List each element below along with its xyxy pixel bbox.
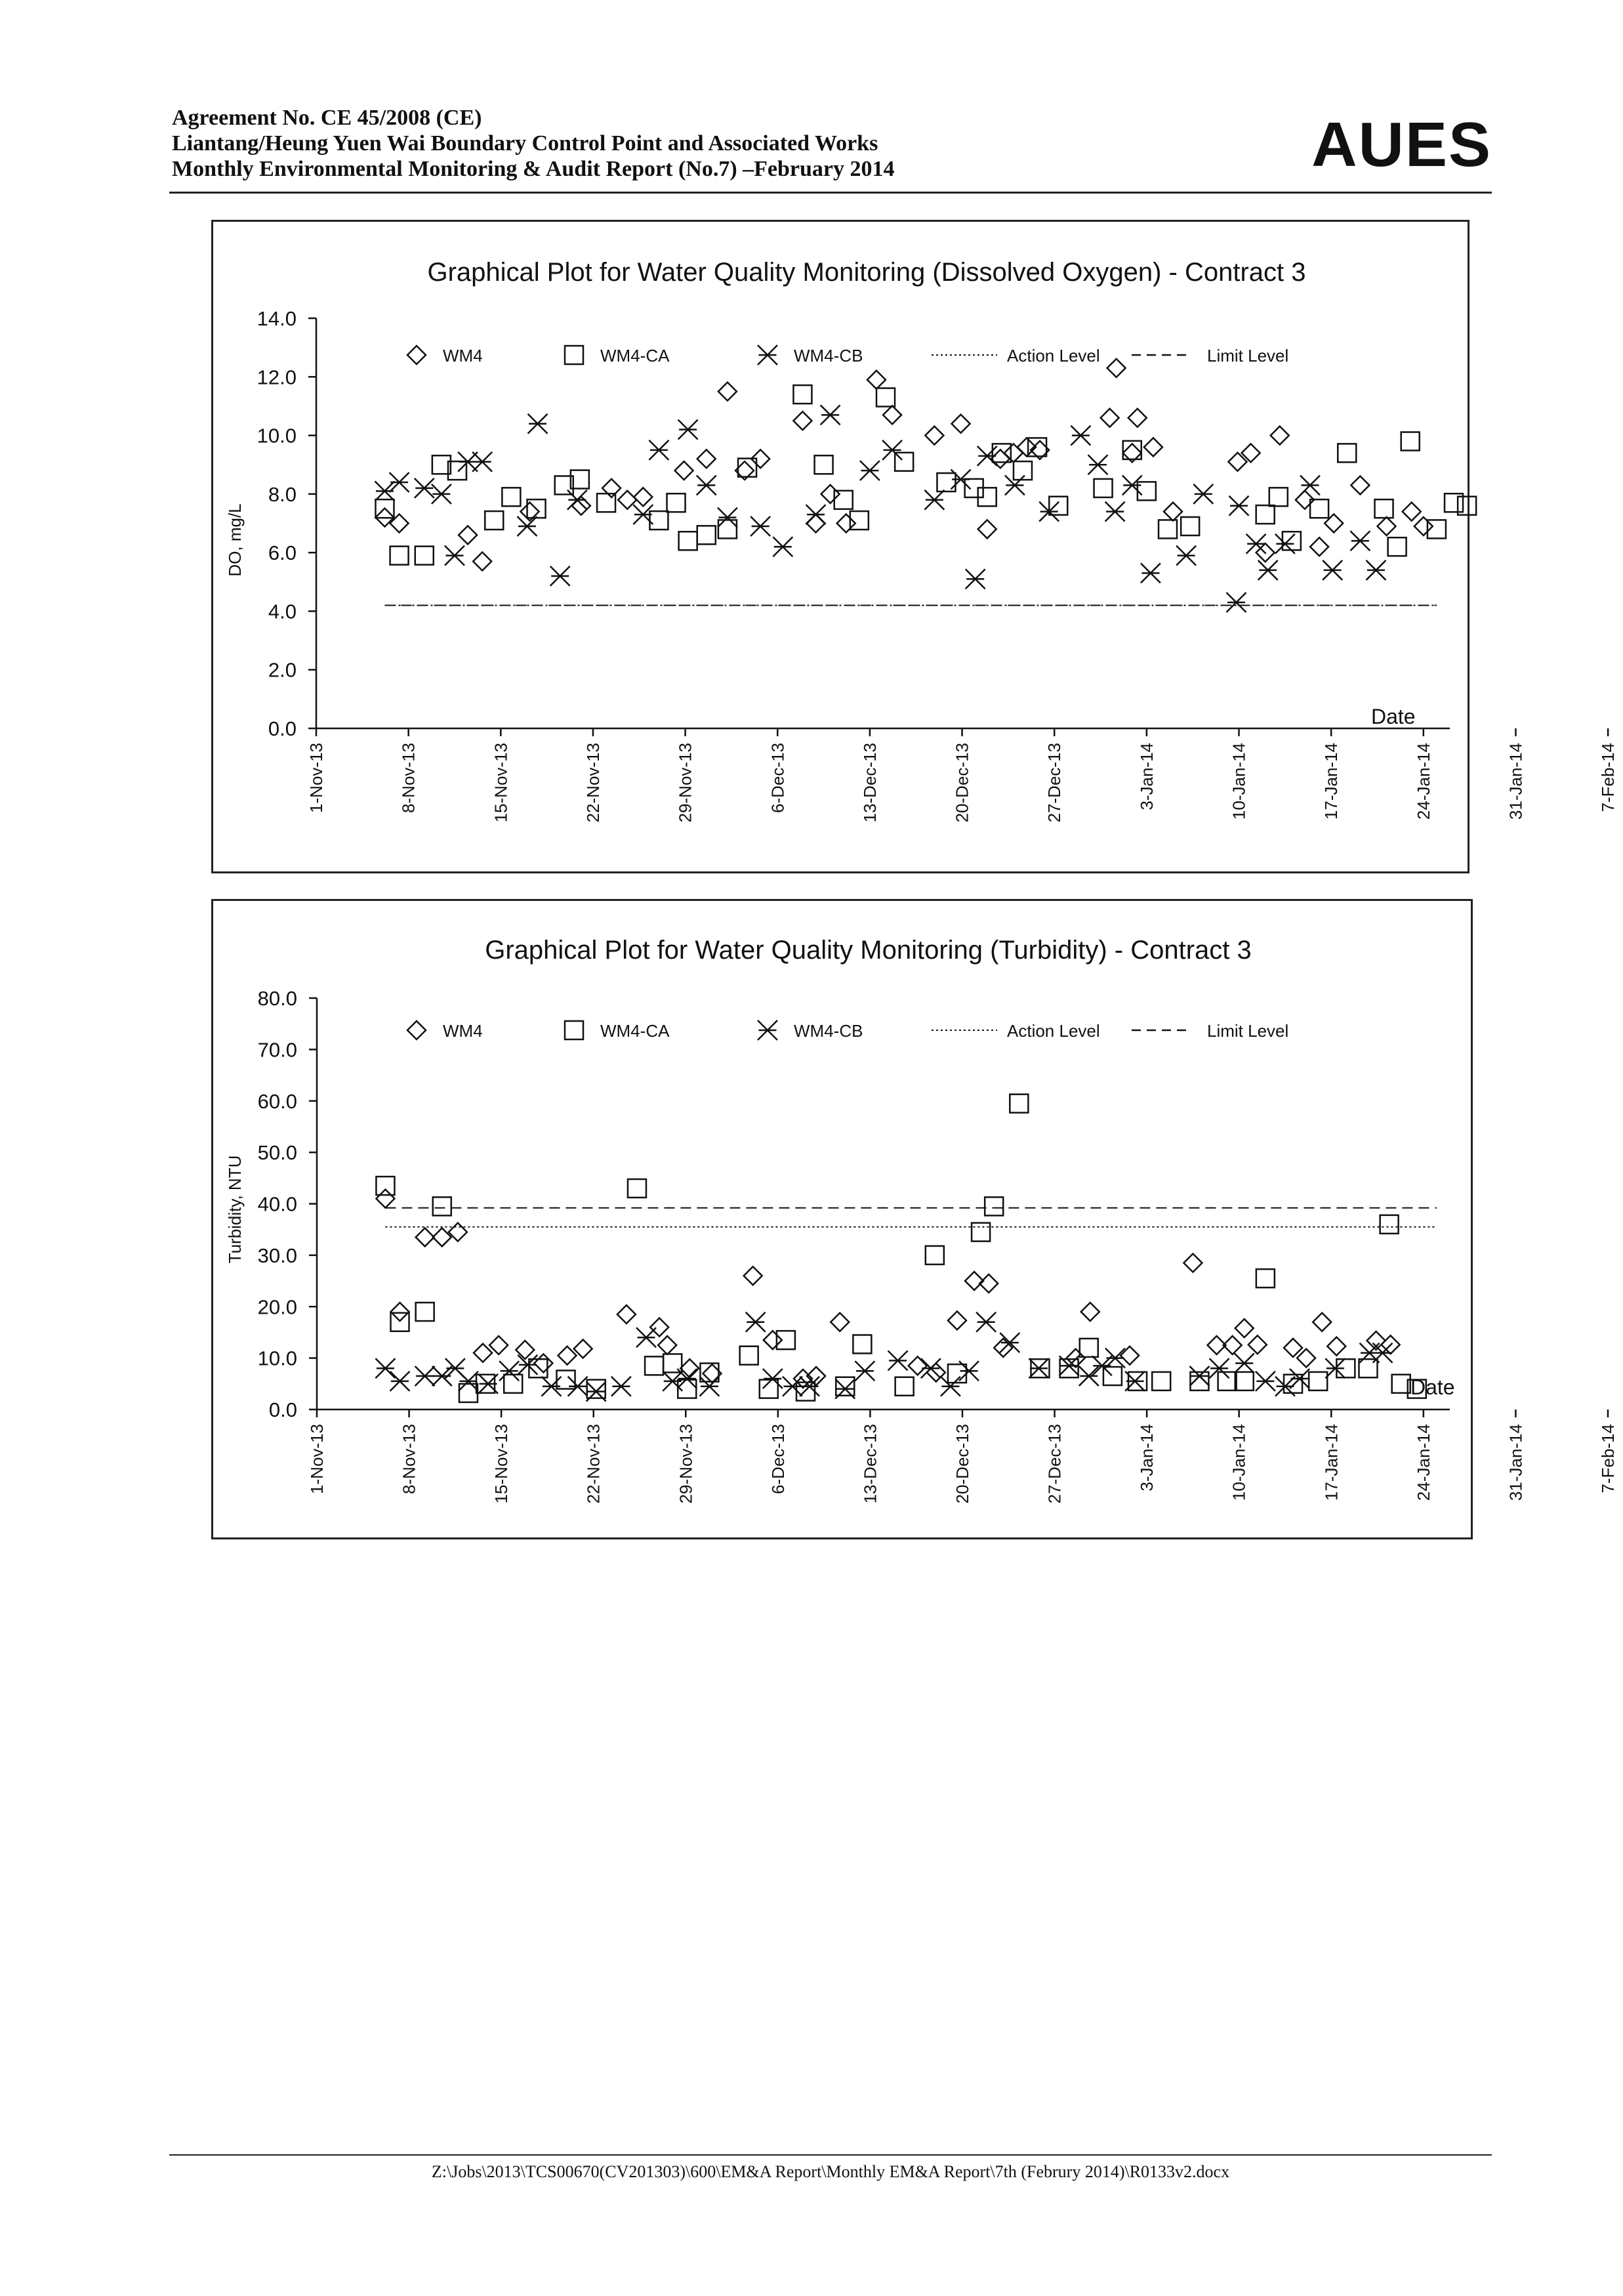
turbidity-wm4-cb-point	[459, 1371, 478, 1391]
turbidity-wm4-cb-point	[541, 1377, 561, 1396]
turbidity-wm4-point	[1183, 1254, 1202, 1272]
turbidity-y-tick-label: 50.0	[257, 1141, 297, 1165]
do-wm4-point	[952, 415, 970, 433]
do-legend-label: WM4	[443, 346, 483, 365]
do-wm4-point	[1310, 537, 1328, 556]
do-x-tick-label: 20-Dec-13	[952, 743, 972, 823]
do-wm4-point	[602, 479, 621, 497]
turbidity-legend-label: WM4-CB	[794, 1021, 863, 1041]
turbidity-legend-wm4-cb-icon	[758, 1020, 777, 1040]
turbidity-wm4-point	[744, 1266, 762, 1285]
do-wm4-ca-point	[937, 473, 955, 491]
do-wm4-point	[1378, 517, 1396, 535]
turbidity-wm4-ca-point	[416, 1303, 434, 1321]
report-heading	[172, 105, 895, 182]
turbidity-legend-label: Limit Level	[1207, 1021, 1289, 1041]
project-title: Liantang/Heung Yuen Wai Boundary Control Point and Associated Works	[172, 131, 878, 156]
turbidity-wm4-ca-point	[1190, 1372, 1208, 1390]
turbidity-y-tick-label: 0.0	[268, 1398, 297, 1421]
agreement-number: Agreement No. CE 45/2008 (CE)	[172, 106, 482, 130]
do-wm4-point	[1325, 514, 1343, 533]
do-wm4-cb-point	[1226, 593, 1246, 612]
turbidity-wm4-cb-point	[959, 1361, 979, 1381]
turbidity-x-axis-label: Date	[1410, 1375, 1455, 1399]
aues-logo	[1311, 109, 1492, 181]
file-path-footer: Z:\Jobs\2013\TCS00670(CV201303)\600\EM&A Report\Monthly EM&A Report\7th (Februry 2014)\R0133v2.docx	[169, 2154, 1492, 2182]
turbidity-wm4-point	[376, 1190, 394, 1208]
do-x-tick-label: 3-Jan-14	[1136, 743, 1157, 810]
do-legend-label: WM4-CA	[600, 346, 670, 365]
turbidity-wm4-cb-point	[677, 1369, 697, 1388]
turbidity-wm4-ca-point	[1256, 1269, 1275, 1287]
turbidity-wm4-point	[1248, 1335, 1267, 1354]
do-y-axis-label: DO, mg/L	[225, 503, 245, 577]
turbidity-legend-wm4-ca-icon	[565, 1021, 583, 1039]
turbidity-wm4-ca-point	[985, 1197, 1003, 1215]
do-wm4-cb-point	[1193, 484, 1213, 504]
turbidity-wm4-ca-point	[1235, 1372, 1254, 1390]
turbidity-wm4-cb-point	[375, 1358, 395, 1378]
do-wm4-cb-point	[432, 484, 451, 504]
do-x-tick-label: 10-Jan-14	[1229, 743, 1249, 820]
turbidity-chart	[211, 899, 1618, 1539]
turbidity-wm4-point	[449, 1223, 467, 1242]
do-chart-title: Graphical Plot for Water Quality Monitoring (Dissolved Oxygen) - Contract 3	[427, 258, 1306, 287]
turbidity-wm4-point	[909, 1356, 927, 1375]
do-wm4-point	[1144, 438, 1162, 456]
do-wm4-point	[1351, 476, 1369, 494]
do-x-tick-label: 22-Nov-13	[583, 743, 603, 823]
do-wm4-cb-point	[1105, 502, 1125, 522]
do-wm4-point	[883, 406, 901, 424]
turbidity-y-tick-label: 60.0	[257, 1089, 297, 1113]
do-x-tick-label: 27-Dec-13	[1044, 743, 1065, 823]
do-wm4-cb-point	[750, 516, 770, 536]
turbidity-wm4-cb-point	[499, 1361, 519, 1381]
turbidity-series-wm4	[376, 1190, 1399, 1388]
do-wm4-cb-point	[445, 546, 464, 566]
turbidity-wm4-ca-point	[1218, 1372, 1237, 1390]
do-x-tick-label: 15-Nov-13	[491, 743, 511, 823]
do-wm4-point	[1128, 409, 1147, 427]
do-wm4-cb-point	[1258, 560, 1278, 580]
do-x-tick-label: 7-Feb-14	[1598, 743, 1618, 812]
turbidity-wm4-cb-point	[663, 1371, 682, 1391]
do-wm4-cb-point	[806, 505, 826, 524]
do-wm4-ca-point	[834, 491, 853, 509]
turbidity-x-tick-label: 20-Dec-13	[952, 1424, 972, 1504]
do-wm4-ca-point	[1256, 505, 1275, 524]
do-wm4-cb-point	[860, 461, 880, 480]
turbidity-wm4-point	[965, 1272, 983, 1290]
do-wm4-cb-point	[773, 537, 792, 556]
do-series-wm4-ca	[375, 385, 1476, 565]
turbidity-x-tick-label: 27-Dec-13	[1044, 1424, 1065, 1504]
turbidity-y-tick-label: 80.0	[257, 987, 297, 1010]
do-y-tick-label: 8.0	[268, 482, 297, 506]
do-wm4-point	[991, 449, 1010, 468]
turbidity-wm4-point	[831, 1313, 849, 1331]
do-wm4-cb-point	[1071, 426, 1090, 446]
turbidity-wm4-cb-point	[1092, 1356, 1112, 1375]
do-wm4-point	[978, 520, 996, 538]
do-wm4-cb-point	[1005, 475, 1025, 495]
do-wm4-cb-point	[390, 472, 409, 492]
do-wm4-point	[697, 449, 716, 468]
do-wm4-point	[473, 553, 491, 571]
turbidity-wm4-ca-point	[972, 1223, 990, 1242]
do-legend-label: WM4-CB	[794, 346, 863, 365]
turbidity-legend-label: Action Level	[1007, 1021, 1100, 1041]
do-wm4-cb-point	[821, 405, 840, 425]
turbidity-wm4-cb-point	[746, 1312, 766, 1332]
do-wm4-cb-point	[1088, 455, 1108, 474]
turbidity-x-tick-label: 3-Jan-14	[1137, 1424, 1157, 1492]
turbidity-wm4-cb-point	[855, 1361, 874, 1381]
turbidity-wm4-cb-point	[478, 1374, 498, 1394]
turbidity-wm4-ca-point	[836, 1377, 854, 1396]
turbidity-wm4-cb-point	[1290, 1369, 1309, 1388]
do-wm4-cb-point	[415, 478, 434, 498]
turbidity-wm4-ca-point	[1380, 1215, 1399, 1234]
do-wm4-cb-point	[1366, 560, 1386, 580]
turbidity-wm4-cb-point	[415, 1366, 435, 1386]
turbidity-legend	[407, 1020, 1288, 1041]
turbidity-x-tick-label: 10-Jan-14	[1229, 1424, 1249, 1501]
turbidity-wm4-point	[489, 1336, 508, 1354]
do-wm4-ca-point	[390, 547, 409, 565]
turbidity-wm4-ca-point	[587, 1380, 606, 1398]
do-wm4-cb-point	[1176, 546, 1196, 566]
turbidity-wm4-point	[617, 1305, 636, 1324]
do-wm4-cb-point	[567, 490, 587, 510]
do-legend-label: Limit Level	[1207, 346, 1289, 365]
turbidity-wm4-cb-point	[783, 1377, 802, 1396]
do-wm4-cb-point	[1323, 560, 1342, 580]
do-wm4-ca-point	[1388, 537, 1407, 556]
do-wm4-ca-point	[1401, 432, 1420, 451]
do-wm4-point	[821, 485, 840, 503]
turbidity-wm4-point	[474, 1344, 492, 1362]
turbidity-wm4-cb-point	[1235, 1353, 1254, 1373]
turbidity-wm4-ca-point	[740, 1346, 758, 1365]
do-wm4-ca-point	[815, 455, 833, 474]
turbidity-wm4-ca-point	[853, 1335, 871, 1353]
turbidity-wm4-ca-point	[1309, 1372, 1327, 1390]
turbidity-wm4-cb-point	[941, 1377, 960, 1396]
turbidity-wm4-cb-point	[976, 1312, 996, 1332]
do-wm4-point	[618, 491, 636, 509]
do-wm4-point	[925, 427, 943, 445]
do-legend	[407, 345, 1288, 365]
turbidity-wm4-cb-point	[1210, 1358, 1229, 1378]
do-wm4-cb-point	[649, 440, 668, 460]
turbidity-wm4-point	[1297, 1349, 1315, 1367]
turbidity-wm4-cb-point	[1256, 1371, 1275, 1391]
report-title: Monthly Environmental Monitoring & Audit Report (No.7) –February 2014	[172, 157, 895, 181]
do-wm4-ca-point	[667, 493, 686, 512]
do-wm4-cb-point	[924, 490, 944, 510]
turbidity-chart-title: Graphical Plot for Water Quality Monitoring (Turbidity) - Contract 3	[485, 936, 1252, 965]
do-legend-label: Action Level	[1007, 346, 1100, 365]
turbidity-x-tick-label: 31-Jan-14	[1506, 1424, 1526, 1501]
do-wm4-cb-point	[1246, 534, 1266, 554]
turbidity-wm4-point	[948, 1311, 966, 1329]
do-wm4-point	[1101, 409, 1119, 427]
do-y-tick-label: 10.0	[257, 424, 297, 448]
turbidity-wm4-ca-point	[504, 1375, 522, 1393]
do-wm4-cb-point	[697, 475, 716, 495]
do-wm4-cb-point	[951, 470, 971, 490]
do-wm4-ca-point	[1181, 517, 1199, 535]
do-x-axis-label: Date	[1371, 705, 1416, 728]
turbidity-wm4-ca-point	[777, 1331, 795, 1349]
turbidity-wm4-cb-point	[518, 1355, 537, 1375]
turbidity-wm4-ca-point	[645, 1356, 663, 1375]
turbidity-wm4-cb-point	[636, 1327, 656, 1347]
turbidity-wm4-cb-point	[1325, 1358, 1345, 1378]
turbidity-wm4-ca-point	[1080, 1339, 1098, 1357]
do-series-wm4	[375, 359, 1432, 571]
do-legend-wm4-cb-icon	[758, 345, 777, 365]
turbidity-x-tick-label: 29-Nov-13	[676, 1424, 696, 1504]
do-wm4-cb-point	[1300, 475, 1320, 495]
do-wm4-point	[718, 383, 737, 401]
do-x-tick-label: 13-Dec-13	[859, 743, 880, 823]
do-wm4-ca-point	[415, 547, 434, 565]
do-wm4-cb-point	[718, 508, 737, 528]
turbidity-wm4-ca-point	[433, 1197, 451, 1215]
do-wm4-cb-point	[528, 414, 548, 434]
do-wm4-ca-point	[1094, 479, 1113, 497]
turbidity-wm4-cb-point	[763, 1369, 783, 1388]
do-chart-svg	[213, 222, 1618, 871]
turbidity-x-tick-label: 6-Dec-13	[768, 1424, 788, 1494]
do-wm4-point	[793, 411, 812, 430]
turbidity-x-tick-label: 13-Dec-13	[860, 1424, 880, 1504]
turbidity-wm4-cb-point	[1029, 1358, 1048, 1378]
do-wm4-ca-point	[1283, 532, 1301, 550]
do-x-tick-label: 29-Nov-13	[675, 743, 695, 823]
turbidity-wm4-point	[1313, 1313, 1331, 1331]
turbidity-legend-label: WM4-CA	[600, 1021, 670, 1041]
do-wm4-cb-point	[1141, 563, 1161, 583]
turbidity-wm4-ca-point	[1010, 1095, 1028, 1113]
page-header	[169, 105, 1492, 194]
do-wm4-point	[634, 488, 652, 506]
do-x-tick-label: 17-Jan-14	[1321, 743, 1342, 820]
turbidity-wm4-ca-point	[895, 1377, 914, 1396]
turbidity-chart-svg	[213, 901, 1618, 1537]
do-wm4-ca-point	[876, 388, 895, 407]
turbidity-wm4-point	[650, 1318, 668, 1337]
do-y-tick-label: 6.0	[268, 541, 297, 565]
do-wm4-point	[459, 526, 477, 544]
do-wm4-ca-point	[1375, 499, 1393, 518]
turbidity-wm4-point	[764, 1331, 782, 1349]
do-chart	[211, 220, 1618, 873]
turbidity-wm4-cb-point	[1189, 1366, 1209, 1386]
turbidity-wm4-point	[534, 1354, 552, 1372]
turbidity-wm4-point	[1081, 1303, 1099, 1321]
turbidity-wm4-point	[1235, 1319, 1254, 1337]
turbidity-wm4-point	[1284, 1339, 1302, 1357]
turbidity-wm4-ca-point	[628, 1179, 646, 1198]
turbidity-x-tick-label: 15-Nov-13	[491, 1424, 512, 1504]
do-y-tick-label: 14.0	[257, 307, 297, 330]
do-x-tick-label: 6-Dec-13	[768, 743, 788, 813]
do-wm4-ca-point	[1338, 444, 1356, 462]
do-y-tick-label: 2.0	[268, 658, 297, 682]
turbidity-y-tick-label: 70.0	[257, 1038, 297, 1062]
do-wm4-ca-point	[679, 532, 697, 550]
turbidity-wm4-ca-point	[1060, 1359, 1079, 1377]
do-y-tick-label: 0.0	[268, 717, 297, 740]
turbidity-wm4-cb-point	[432, 1366, 452, 1386]
do-wm4-cb-point	[472, 452, 492, 472]
do-wm4-cb-point	[375, 481, 394, 501]
do-wm4-point	[1403, 503, 1421, 521]
turbidity-y-tick-label: 30.0	[257, 1243, 297, 1267]
turbidity-wm4-point	[391, 1303, 409, 1321]
logo-text: AUES	[1311, 110, 1492, 180]
turbidity-legend-label: WM4	[443, 1021, 483, 1041]
do-legend-wm4-icon	[407, 346, 426, 364]
do-wm4-ca-point	[1159, 520, 1177, 538]
turbidity-series-wm4-ca	[376, 1095, 1426, 1402]
do-wm4-cb-point	[1350, 531, 1370, 551]
turbidity-wm4-ca-point	[926, 1246, 944, 1264]
do-x-tick-label: 1-Nov-13	[306, 743, 326, 813]
turbidity-y-tick-label: 20.0	[257, 1295, 297, 1319]
do-wm4-point	[1107, 359, 1126, 377]
turbidity-wm4-point	[433, 1228, 451, 1246]
do-wm4-cb-point	[633, 505, 653, 524]
turbidity-x-tick-label: 8-Nov-13	[399, 1424, 419, 1494]
turbidity-x-tick-label: 7-Feb-14	[1597, 1424, 1618, 1493]
do-wm4-cb-point	[882, 440, 902, 460]
do-wm4-point	[1164, 503, 1182, 521]
do-wm4-ca-point	[502, 488, 520, 506]
do-wm4-point	[1004, 444, 1023, 462]
turbidity-wm4-point	[1327, 1337, 1346, 1356]
do-x-tick-label: 8-Nov-13	[398, 743, 419, 813]
turbidity-wm4-point	[416, 1228, 434, 1246]
do-wm4-point	[867, 371, 886, 389]
do-wm4-point	[807, 514, 825, 533]
do-wm4-ca-point	[1310, 499, 1328, 518]
do-wm4-ca-point	[649, 511, 668, 530]
do-wm4-ca-point	[1028, 438, 1046, 456]
turbidity-wm4-cb-point	[390, 1371, 410, 1391]
do-wm4-cb-point	[966, 569, 985, 589]
turbidity-wm4-point	[658, 1336, 676, 1354]
do-y-tick-label: 4.0	[268, 600, 297, 623]
do-wm4-cb-point	[678, 420, 698, 440]
turbidity-y-tick-label: 40.0	[257, 1192, 297, 1216]
do-wm4-cb-point	[977, 446, 997, 466]
turbidity-wm4-cb-point	[1125, 1371, 1145, 1391]
do-wm4-ca-point	[485, 511, 503, 530]
do-x-tick-label: 31-Jan-14	[1506, 743, 1526, 820]
turbidity-wm4-ca-point	[1152, 1372, 1170, 1390]
turbidity-x-tick-label: 22-Nov-13	[583, 1424, 604, 1504]
turbidity-legend-wm4-icon	[407, 1021, 426, 1039]
do-wm4-ca-point	[697, 526, 716, 544]
turbidity-wm4-point	[979, 1274, 998, 1293]
do-wm4-cb-point	[550, 566, 570, 586]
do-wm4-ca-point	[1269, 488, 1288, 506]
turbidity-wm4-cb-point	[568, 1377, 588, 1396]
do-wm4-ca-point	[793, 385, 812, 404]
turbidity-x-tick-label: 17-Jan-14	[1321, 1424, 1342, 1501]
turbidity-wm4-ca-point	[376, 1177, 394, 1195]
turbidity-wm4-cb-point	[1079, 1366, 1099, 1386]
turbidity-x-tick-label: 1-Nov-13	[307, 1424, 327, 1494]
do-y-tick-label: 12.0	[257, 365, 297, 389]
do-wm4-point	[1271, 427, 1289, 445]
turbidity-y-tick-label: 10.0	[257, 1346, 297, 1370]
do-wm4-cb-point	[517, 516, 537, 536]
do-wm4-point	[675, 461, 693, 480]
turbidity-x-tick-label: 24-Jan-14	[1413, 1424, 1433, 1501]
do-wm4-cb-point	[1229, 496, 1249, 516]
turbidity-y-axis-label: Turbidity, NTU	[225, 1155, 245, 1264]
do-wm4-cb-point	[1122, 475, 1142, 495]
turbidity-wm4-cb-point	[888, 1351, 908, 1371]
turbidity-wm4-cb-point	[611, 1377, 631, 1396]
do-legend-wm4-ca-icon	[565, 346, 583, 364]
turbidity-wm4-cb-point	[1105, 1348, 1125, 1368]
do-x-tick-label: 24-Jan-14	[1413, 743, 1433, 820]
